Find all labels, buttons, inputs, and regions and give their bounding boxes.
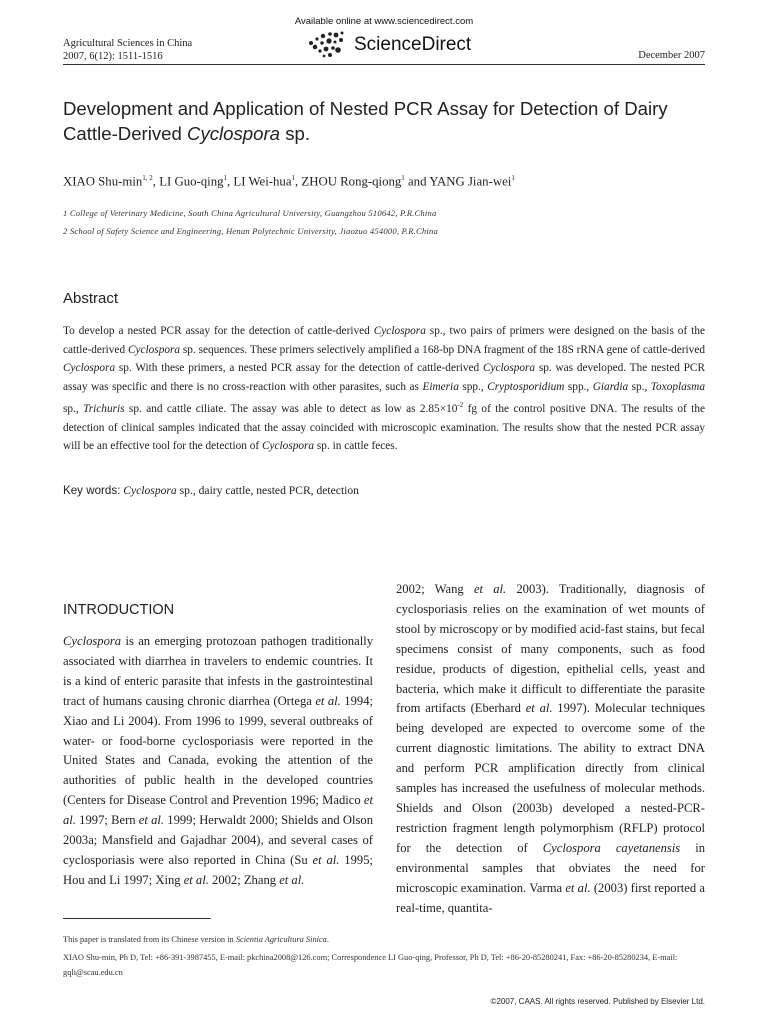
text-run: spp., [564,380,593,393]
text-run: 1997). Molecular techniques being developed are expected to overcome some of the current diagnostic limitations. The ability to extract DNA and perform PCR amplification directly from clinical samples has increased the usefulness of molecular methods. Shields and Olson (2003b) developed a nested-PCR-restriction fragment length polymorphism (RFLP) protocol for the detection of [396,701,705,855]
text-run: sp. and cattle ciliate. The assay was able to detect as low as 2.85×10 [124,403,458,416]
introduction-right-column [396,580,705,918]
title-line-1: Development and Application of Nested PCR Assay for Detection of Dairy [63,98,668,119]
journal-name: Agricultural Sciences in China [63,38,193,49]
italic-term: Giardia [592,380,629,393]
italic-term: et al. [63,793,373,828]
italic-term: Cyclospora cayetanensis [542,840,681,855]
italic-term: Trichuris [83,403,125,416]
text-run: sp. With these primers, a nested PCR assay for the detection of cattle-derived [115,362,483,375]
title-text: Cattle-Derived [63,123,188,144]
author-name: LI Wei-hua [233,174,292,189]
author-separator: and [404,174,430,189]
author-list [63,174,515,189]
author-name: LI Guo-qing [159,174,224,189]
text-run: 2002; Zhang [208,872,280,887]
text-run: 2002; Wang [396,582,474,596]
author-affiliation-mark: 1 [223,174,228,182]
author-affiliation-mark: 1 [511,174,515,182]
keywords-label: Key words: [63,484,121,497]
text-run: sp., dairy cattle, nested PCR, detection [176,484,359,497]
sciencedirect-logo[interactable] [302,30,482,64]
author-separator: , [152,174,160,189]
italic-term: Cyclospora [373,325,426,337]
text-run: is an emerging protozoan pathogen traditionally associated with diarrhea in travelers to endemic countries. It is a kind of enteric parasite that infests in the gastrointestinal tract of humans causing chronic diarrhea (Ortega [63,634,373,708]
text-run: 1994; Xiao and Li 2004). From 1996 to 1999, several outbreaks of water- or food-borne cyclosporiasis were reported in the United States and Canada, evoking the attention of the authorities of public health in the developed countries (Centers for Disease Control and Prevention 1996; Madico [63,693,373,808]
italic-term: et al. [473,582,507,596]
text-run: sp., [63,403,84,416]
italic-term: Cyclospora [261,440,315,453]
footnote-text: . [326,935,329,944]
affiliation-2: 2 School of Safety Science and Engineering, Henan Polytechnic University, Jiaozuo 454000, P.R.China [63,226,439,236]
footnote-divider [63,918,211,919]
text-run: To develop a nested PCR assay for the detection of cattle-derived [63,325,374,337]
translation-footnote [63,935,329,944]
text-run: 1999; Herwaldt 2000; Shields and Olson 2003a; Mansfield and Gajadhar 2004), and several cases of cyclosporiasis were also reported in China (Su [63,813,373,867]
text-run: (2003) first reported a real-time, quantita- [396,880,705,915]
sciencedirect-dots-icon [302,30,350,60]
text-run: 1997; Bern [75,813,139,828]
text-run: sp. was developed. The nested PCR assay was specific and there is no cross-reaction with other parasites, such as [63,362,706,393]
italic-term: Cryptosporidium [487,380,565,393]
footnote-text: This paper is translated from its Chinese version in [63,935,236,944]
available-online-note: Available online at www.sciencedirect.com [294,16,474,27]
italic-term: et al. [279,872,305,887]
author-affiliation-mark: 1 [291,174,295,182]
contact-footnote: XIAO Shu-min, Ph D, Tel: +86-391-3987455, E-mail: pkchina2008@126.com; Correspondence LI Guo-qing, Professor, Ph D, Tel: +86-20-85280241, Fax: +86-20-85280234, E-mail: gqli@scau.edu.cn [63,953,678,977]
author-name: XIAO Shu-min [63,174,143,189]
journal-citation [63,38,192,63]
text-run: 2003). Traditionally, diagnosis of cyclosporiasis relies on the examination of wet mounts of stool by microscopy or by modified acid-fast stains, but fecal specimens consist of many components, such as food residue, products of digestion, epithelial cells, yeast and bacteria, which make it difficult to differentiate the parasite from artifacts (Eberhard [396,582,706,716]
keywords [63,484,359,497]
title-genus: Cyclospora [187,123,281,144]
author-name: ZHOU Rong-qiong [301,174,402,189]
keywords-list [120,484,359,497]
abstract-body [63,322,705,456]
text-run: spp., [458,380,488,393]
author-separator: , [295,174,302,189]
text-run: 1995; Hou and Li 1997; Xing [63,852,373,887]
text-run: in environmental samples that obviates the need for microscopic examination. Varma [396,840,706,895]
author-separator: , [227,174,234,189]
italic-term: Cyclospora [63,634,122,648]
italic-term: et al. [315,693,341,708]
sciencedirect-wordmark: ScienceDirect [354,34,472,55]
introduction-left-column [63,632,373,891]
copyright-notice: ©2007, CAAS. All rights reserved. Published by Elsevier Ltd. [490,997,705,1006]
issue-date: December 2007 [638,50,705,61]
affiliation-1: 1 College of Veterinary Medicine, South China Agricultural University, Guangzhou 510642, P.R.China [63,208,437,218]
italic-term: et al. [138,813,165,828]
text-run: sp., [628,380,651,393]
italic-term: Cyclospora [482,362,536,375]
abstract-heading: Abstract [63,290,119,307]
title-text: sp. [280,123,311,144]
author-name: YANG Jian-wei [429,174,512,189]
text-run: sp. in cattle feces. [314,440,398,453]
author-affiliation-mark: 1, 2 [142,174,153,182]
text-run: fg of the control positive DNA. The results of the detection of clinical samples indicated that the assay coincided with microscopic examination. The results show that the nested PCR assay will be an effective tool for the detection of [63,403,705,453]
text-run: sp., two pairs of primers were designed on the basis of the cattle-derived [63,325,705,356]
introduction-heading: INTRODUCTION [63,602,175,618]
journal-volume: 2007, 6(12): 1511-1516 [63,50,163,62]
article-title [63,96,723,146]
header-divider [63,64,705,65]
title-line-2 [63,121,723,146]
italic-term: Cyclospora [123,484,177,497]
italic-term: Cyclospora [127,343,181,356]
italic-term: et al. [565,880,591,895]
author-affiliation-mark: 1 [401,174,405,182]
italic-term: Toxoplasma [650,380,705,393]
italic-term: et al. [312,852,340,867]
footnote-journal: Scientia Agricultura Sinica [235,935,327,944]
superscript: -2 [457,401,464,410]
text-run: sp. sequences. These primers selectively amplified a 168-bp DNA fragment of the 18S rRNA gene of cattle-derived [180,343,705,356]
italic-term: Eimeria [422,380,459,393]
italic-term: et al. [183,872,209,887]
italic-term: Cyclospora [63,362,116,375]
italic-term: et al. [525,701,553,716]
